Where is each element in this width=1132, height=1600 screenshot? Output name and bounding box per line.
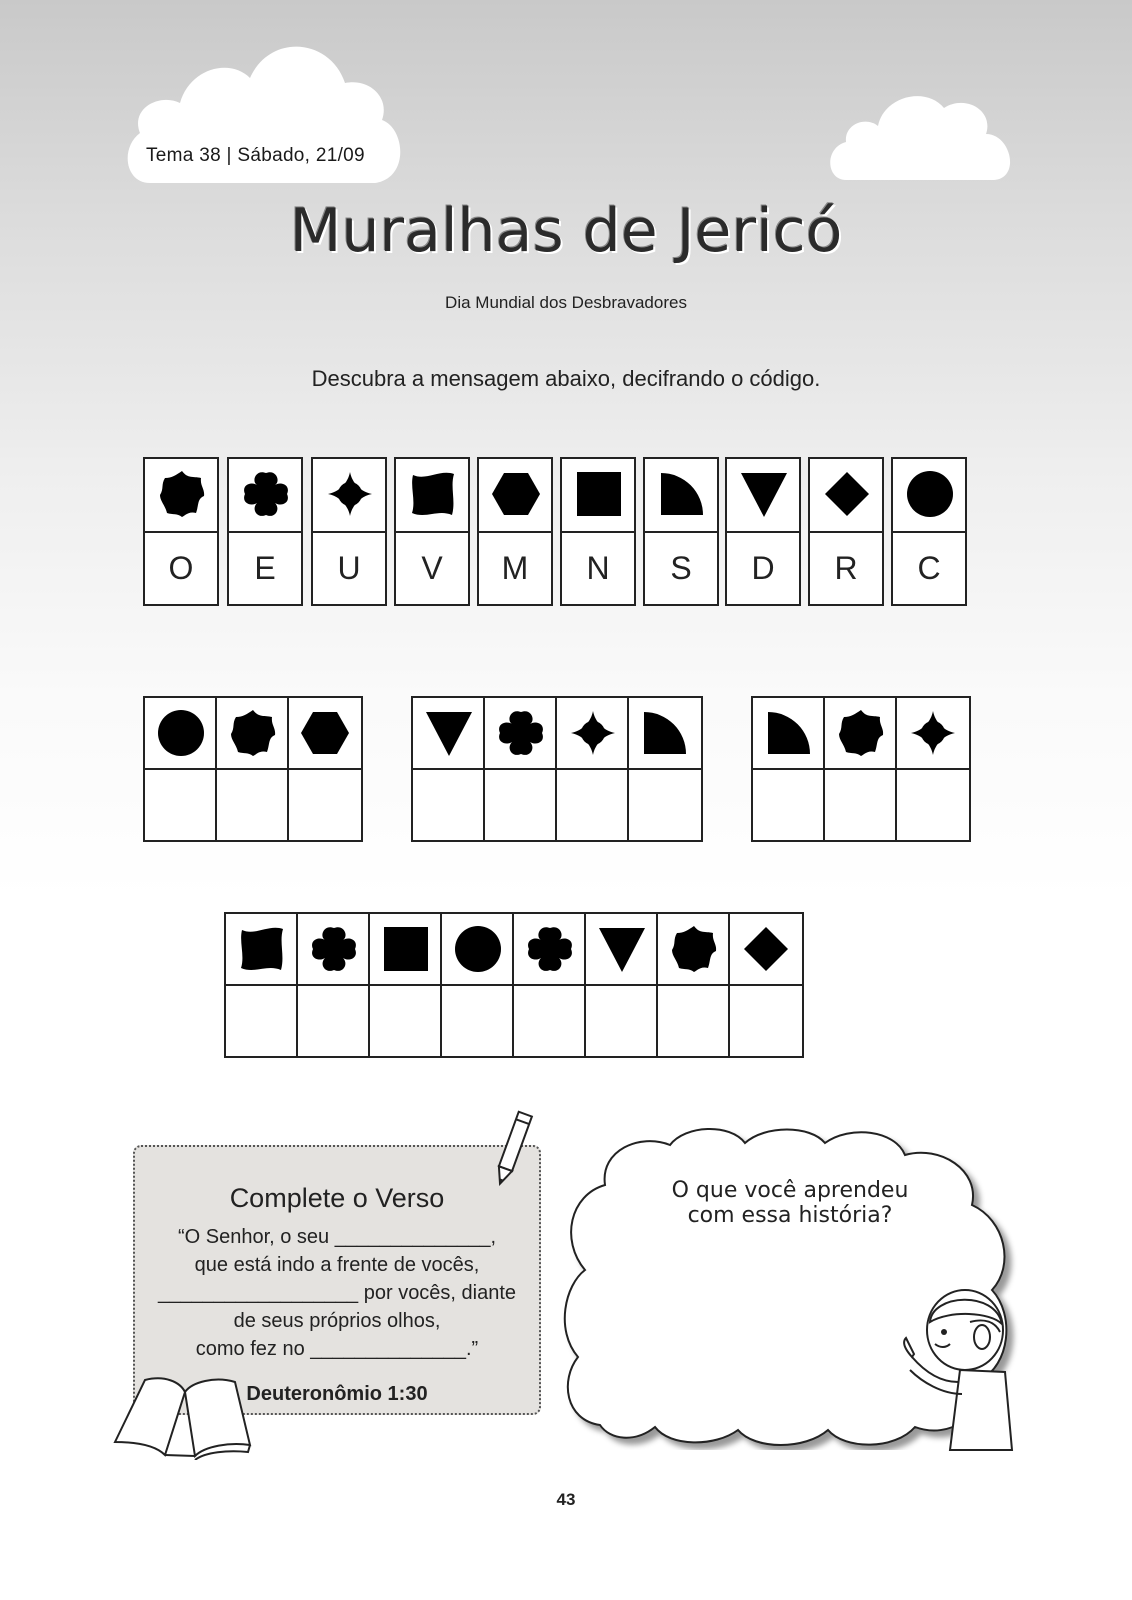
answer-box[interactable] <box>485 770 555 840</box>
circle-icon <box>156 708 206 758</box>
star6-icon <box>836 708 886 758</box>
puzzle-symbol <box>629 698 701 770</box>
key-letter: N <box>586 550 610 586</box>
answer-box[interactable] <box>370 986 440 1056</box>
triangle-down-icon <box>597 924 647 974</box>
quarter-circle-icon <box>764 708 814 758</box>
key-letter: C <box>917 550 941 586</box>
puzzle-word <box>411 696 703 842</box>
quatrefoil-icon <box>525 924 575 974</box>
answer-box[interactable] <box>413 770 483 840</box>
verse-reference: Deuteronômio 1:30 <box>246 1383 428 1405</box>
key-cell <box>394 457 470 606</box>
pencil-icon <box>488 1108 538 1188</box>
triangle-down-icon <box>424 708 474 758</box>
hexagon-icon <box>491 469 541 519</box>
key-symbol <box>645 459 717 533</box>
puzzle-cell <box>298 914 370 1056</box>
concave-diamond-icon <box>568 708 618 758</box>
key-cell <box>227 457 303 606</box>
answer-box[interactable] <box>586 986 656 1056</box>
diamond-icon <box>741 924 791 974</box>
verse-line: que está indo a frente de vocês, <box>194 1254 480 1276</box>
puzzle-symbol <box>514 914 584 986</box>
puzzle-symbol <box>897 698 969 770</box>
puzzle-cell <box>753 698 825 840</box>
puzzle-symbol <box>289 698 361 770</box>
key-symbol <box>810 459 882 533</box>
key-letter: U <box>337 550 361 586</box>
pathfinder-character-illustration <box>900 1282 1020 1452</box>
star6-icon <box>669 924 719 974</box>
puzzle-word <box>751 696 971 842</box>
circle-icon <box>905 469 955 519</box>
star6-icon <box>228 708 278 758</box>
puzzle-symbol <box>298 914 368 986</box>
puzzle-symbol <box>753 698 823 770</box>
key-letter: E <box>254 550 276 586</box>
concave-diamond-icon <box>325 469 375 519</box>
answer-box[interactable] <box>145 770 215 840</box>
key-letter: V <box>421 550 443 586</box>
key-symbol <box>313 459 385 533</box>
puzzle-cell <box>658 914 730 1056</box>
page-title: Muralhas de Jericó <box>289 196 843 266</box>
puzzle-symbol <box>413 698 483 770</box>
reflection-question <box>600 1178 980 1228</box>
verse-line: como fez no ______________.” <box>195 1338 479 1360</box>
puzzle-cell <box>442 914 514 1056</box>
puzzle-symbol <box>217 698 287 770</box>
quatrefoil-icon <box>241 469 291 519</box>
puzzle-word <box>224 912 804 1058</box>
concave-diamond-icon <box>908 708 958 758</box>
verse-title: Complete o Verso <box>229 1183 445 1213</box>
key-symbol <box>893 459 965 533</box>
answer-box[interactable] <box>753 770 823 840</box>
key-symbol <box>229 459 301 533</box>
circle-icon <box>453 924 503 974</box>
puzzle-cell <box>413 698 485 840</box>
key-symbol <box>145 459 217 533</box>
puzzle-symbol <box>825 698 895 770</box>
key-cell <box>891 457 967 606</box>
puzzle-symbol <box>485 698 555 770</box>
triangle-down-icon <box>739 469 789 519</box>
key-letter: S <box>670 550 692 586</box>
star6-icon <box>157 469 207 519</box>
puzzle-cell <box>557 698 629 840</box>
key-letter: O <box>168 550 194 586</box>
puzzle-word <box>143 696 363 842</box>
puzzle-cell <box>825 698 897 840</box>
key-cell <box>643 457 719 606</box>
key-cell <box>725 457 801 606</box>
verse-line: de seus próprios olhos, <box>233 1310 441 1332</box>
puzzle-symbol <box>370 914 440 986</box>
square-icon <box>381 924 431 974</box>
answer-box[interactable] <box>629 770 701 840</box>
puzzle-cell <box>514 914 586 1056</box>
puzzle-symbol <box>226 914 296 986</box>
key-letter: M <box>501 550 529 586</box>
puzzle-symbol <box>145 698 215 770</box>
answer-box[interactable] <box>730 986 802 1056</box>
verse-line: “O Senhor, o seu ______________, <box>177 1226 497 1248</box>
puzzle-cell <box>485 698 557 840</box>
question-line: com essa história? <box>687 1203 893 1228</box>
hexagon-icon <box>300 708 350 758</box>
puzzle-cell <box>145 698 217 840</box>
key-symbol <box>562 459 634 533</box>
puzzle-cell <box>629 698 701 840</box>
puzzle-symbol <box>730 914 802 986</box>
puzzle-symbol <box>557 698 627 770</box>
puzzle-cell <box>226 914 298 1056</box>
diamond-icon <box>822 469 872 519</box>
puzzle-cell <box>370 914 442 1056</box>
answer-box[interactable] <box>289 770 361 840</box>
key-letter: R <box>834 550 858 586</box>
answer-box[interactable] <box>557 770 627 840</box>
question-line: O que você aprendeu <box>671 1178 909 1203</box>
answer-box[interactable] <box>514 986 584 1056</box>
key-symbol <box>727 459 799 533</box>
answer-box[interactable] <box>226 986 296 1056</box>
page-subtitle: Dia Mundial dos Desbravadores <box>445 293 687 312</box>
quarter-circle-icon <box>657 469 707 519</box>
puzzle-cell <box>289 698 361 840</box>
puzzle-cell <box>586 914 658 1056</box>
puzzle-symbol <box>586 914 656 986</box>
quatrefoil-icon <box>496 708 546 758</box>
puzzle-cell <box>217 698 289 840</box>
answer-box[interactable] <box>298 986 368 1056</box>
open-book-icon <box>110 1370 260 1460</box>
answer-box[interactable] <box>658 986 728 1056</box>
answer-box[interactable] <box>217 770 287 840</box>
answer-box[interactable] <box>897 770 969 840</box>
page-number: 43 <box>556 1490 576 1509</box>
key-cell <box>143 457 219 606</box>
key-cell <box>311 457 387 606</box>
key-cell <box>477 457 553 606</box>
key-cell <box>808 457 884 606</box>
wavy-square-icon <box>237 924 287 974</box>
quarter-circle-icon <box>640 708 690 758</box>
answer-box[interactable] <box>442 986 512 1056</box>
wavy-square-icon <box>408 469 458 519</box>
key-symbol <box>479 459 551 533</box>
square-icon <box>574 469 624 519</box>
theme-date-tag: Tema 38 | Sábado, 21/09 <box>146 145 365 166</box>
puzzle-symbol <box>442 914 512 986</box>
key-letter: D <box>751 550 775 586</box>
key-cell <box>560 457 636 606</box>
key-symbol <box>396 459 468 533</box>
answer-box[interactable] <box>825 770 895 840</box>
puzzle-cell <box>730 914 802 1056</box>
puzzle-symbol <box>658 914 728 986</box>
cloud-decoration <box>826 86 1016 184</box>
quatrefoil-icon <box>309 924 359 974</box>
verse-line: __________________ por vocês, diante <box>157 1282 517 1304</box>
puzzle-cell <box>897 698 969 840</box>
instruction-text: Descubra a mensagem abaixo, decifrando o código. <box>311 366 821 391</box>
